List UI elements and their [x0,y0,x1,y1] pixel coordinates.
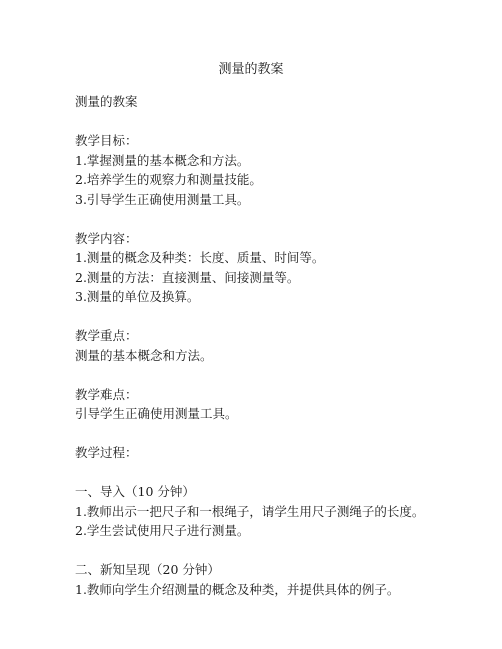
doc-line: 2.学生尝试使用尺子进行测量。 [75,523,250,538]
section-heading-process: 教学过程： [75,445,138,460]
subsection-heading-intro: 一、导入（10 分钟） [75,484,195,499]
doc-line: 1.掌握测量的基本概念和方法。 [75,152,250,168]
doc-line [75,463,475,483]
doc-line: 1.测量的概念及种类：长度、质量、时间等。 [75,250,325,265]
document-body [75,92,475,599]
section-heading-objectives: 教学目标： [75,133,138,148]
doc-line [75,209,475,229]
section-heading-difficulties: 教学难点： [75,386,138,402]
doc-line [75,424,475,444]
doc-line: 测量的基本概念和方法。 [75,347,213,363]
section-heading-content: 教学内容： [75,230,138,246]
doc-line: 2.培养学生的观察力和测量技能。 [75,172,262,187]
subsection-heading-new-knowledge: 二、新知呈现（20 分钟） [75,562,220,577]
page-title: 测量的教案 [218,62,284,77]
doc-line: 3.测量的单位及换算。 [75,289,200,304]
section-heading-key-points: 教学重点： [75,328,138,343]
doc-line: 1.教师向学生介绍测量的概念及种类，并提供具体的例子。 [75,581,400,597]
doc-line [75,541,475,561]
doc-line: 2.测量的方法：直接测量、间接测量等。 [75,269,300,285]
doc-line [75,365,475,385]
doc-line [75,112,475,132]
doc-line: 测量的教案 [75,94,138,109]
doc-line: 1.教师出示一把尺子和一根绳子，请学生用尺子测绳子的长度。 [75,503,425,519]
doc-line: 3.引导学生正确使用测量工具。 [75,191,250,207]
doc-line [75,307,475,327]
doc-line: 引导学生正确使用测量工具。 [75,406,238,421]
